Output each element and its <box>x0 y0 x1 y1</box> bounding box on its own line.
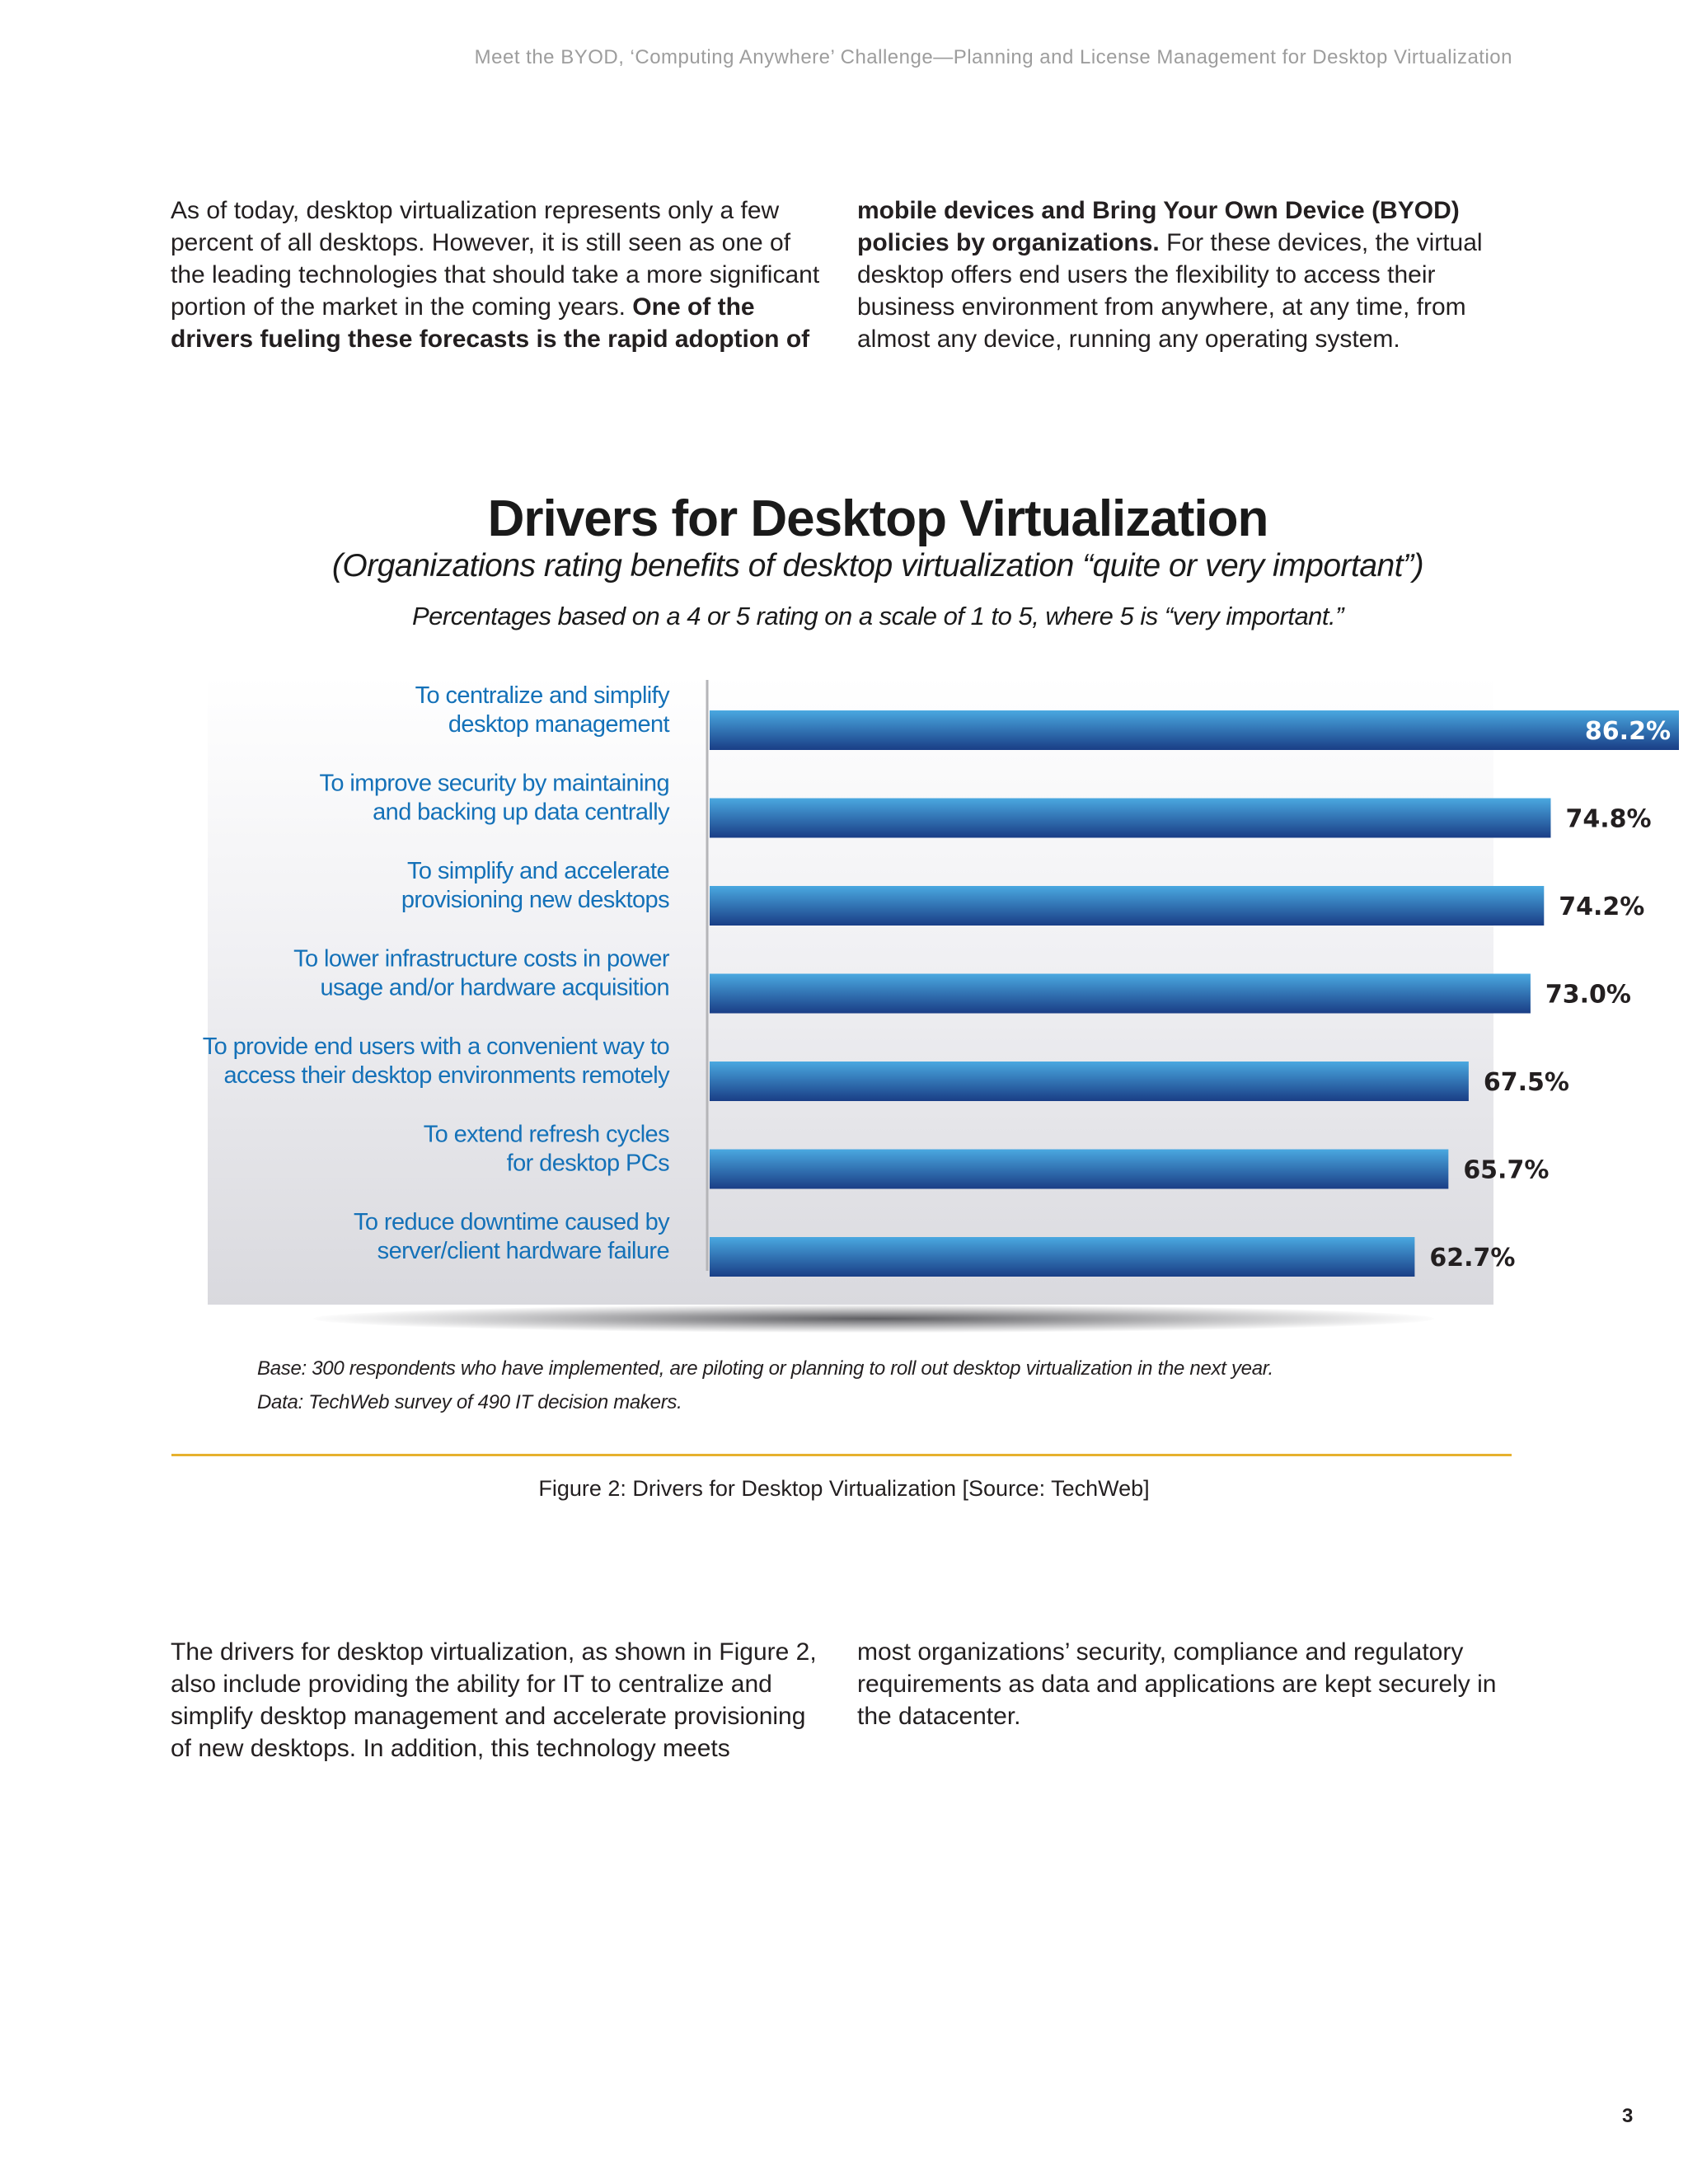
bar-value-label: 73.0% <box>1545 980 1631 1010</box>
chart-title: Drivers for Desktop Virtualization <box>487 490 1268 547</box>
bar-value-label: 62.7% <box>1429 1244 1516 1272</box>
bar <box>710 799 1550 838</box>
chart-subtitle: (Organizations rating benefits of desktop virtualization “quite or very important”) <box>331 548 1424 583</box>
category-label: desktop management <box>448 711 669 738</box>
category-label: and backing up data centrally <box>373 799 669 826</box>
chart-panel <box>202 676 1671 1305</box>
bar-value-label: 74.2% <box>1559 893 1645 921</box>
category-label: for desktop PCs <box>506 1150 669 1177</box>
category-label: provisioning new desktops <box>401 887 669 913</box>
category-label: To improve security by maintaining <box>319 770 669 797</box>
bar <box>710 1062 1469 1101</box>
bar-value-label: 74.8% <box>1565 804 1652 834</box>
intro-right-emphasis: mobile devices and Bring Your Own Device (BYOD) policies by organizations. <box>857 197 1460 256</box>
intro-left-text: As of today, desktop virtualization represents only a few percent of all desktops. However, it is still seen as one of the leading technologies that should take a more significant portion of the market in the coming years. <box>171 197 820 321</box>
body-paragraph-left: The drivers for desktop virtualization, as shown in Figure 2, also include providing the ability for IT to centralize and simplify desktop management and accelerate provisioning of new desktops. In addition, this technology meets <box>171 1638 817 1762</box>
chart-footnote-data: Data: TechWeb survey of 490 IT decision makers. <box>257 1391 682 1413</box>
bar <box>710 710 1679 750</box>
bar-value-label: 65.7% <box>1463 1155 1550 1185</box>
page-number: 3 <box>1622 2105 1634 2127</box>
category-label: To extend refresh cycles <box>423 1121 669 1148</box>
intro-paragraph-left <box>171 194 822 355</box>
body-paragraph-right: most organizations’ security, compliance and regulatory requirements as data and applications are kept securely in the datacenter. <box>857 1638 1497 1730</box>
bar-value-label: 86.2% <box>1584 717 1671 746</box>
bar <box>710 886 1544 926</box>
category-label: access their desktop environments remotely <box>223 1062 669 1089</box>
bar-value-label: 67.5% <box>1483 1068 1569 1097</box>
chart-note: Percentages based on a 4 or 5 rating on a scale of 1 to 5, where 5 is “very important.” <box>412 602 1343 630</box>
intro-left-emphasis: One of the drivers fueling these forecasts is the rapid adoption of <box>171 293 810 353</box>
bar <box>710 1150 1448 1189</box>
figure-caption: Figure 2: Drivers for Desktop Virtualization [Source: TechWeb] <box>538 1476 1150 1501</box>
category-label: server/client hardware failure <box>377 1238 669 1264</box>
bar-chart <box>202 676 1671 1305</box>
category-label: To simplify and accelerate <box>406 858 669 884</box>
figure-divider <box>171 1454 1512 1456</box>
category-label: usage and/or hardware acquisition <box>320 974 669 1001</box>
category-label: To lower infrastructure costs in power <box>293 945 669 972</box>
chart-shadow <box>313 1305 1434 1333</box>
intro-right-text: For these devices, the virtual desktop offers end users the flexibility to access their business environment from anywhere, at any time, from almost any device, running any operating system. <box>857 229 1483 353</box>
category-label: To provide end users with a convenient way to <box>202 1033 669 1060</box>
category-label: To reduce downtime caused by <box>354 1209 669 1235</box>
intro-paragraph-right <box>857 194 1508 355</box>
bar <box>710 974 1531 1014</box>
category-label: To centralize and simplify <box>415 682 669 709</box>
running-header: Meet the BYOD, ‘Computing Anywhere’ Challenge—Planning and License Management for Desktop Virtualization <box>474 46 1512 68</box>
bar <box>710 1237 1414 1277</box>
chart-footnote-base: Base: 300 respondents who have implemented, are piloting or planning to roll out desktop virtualization in the next year. <box>257 1357 1273 1380</box>
